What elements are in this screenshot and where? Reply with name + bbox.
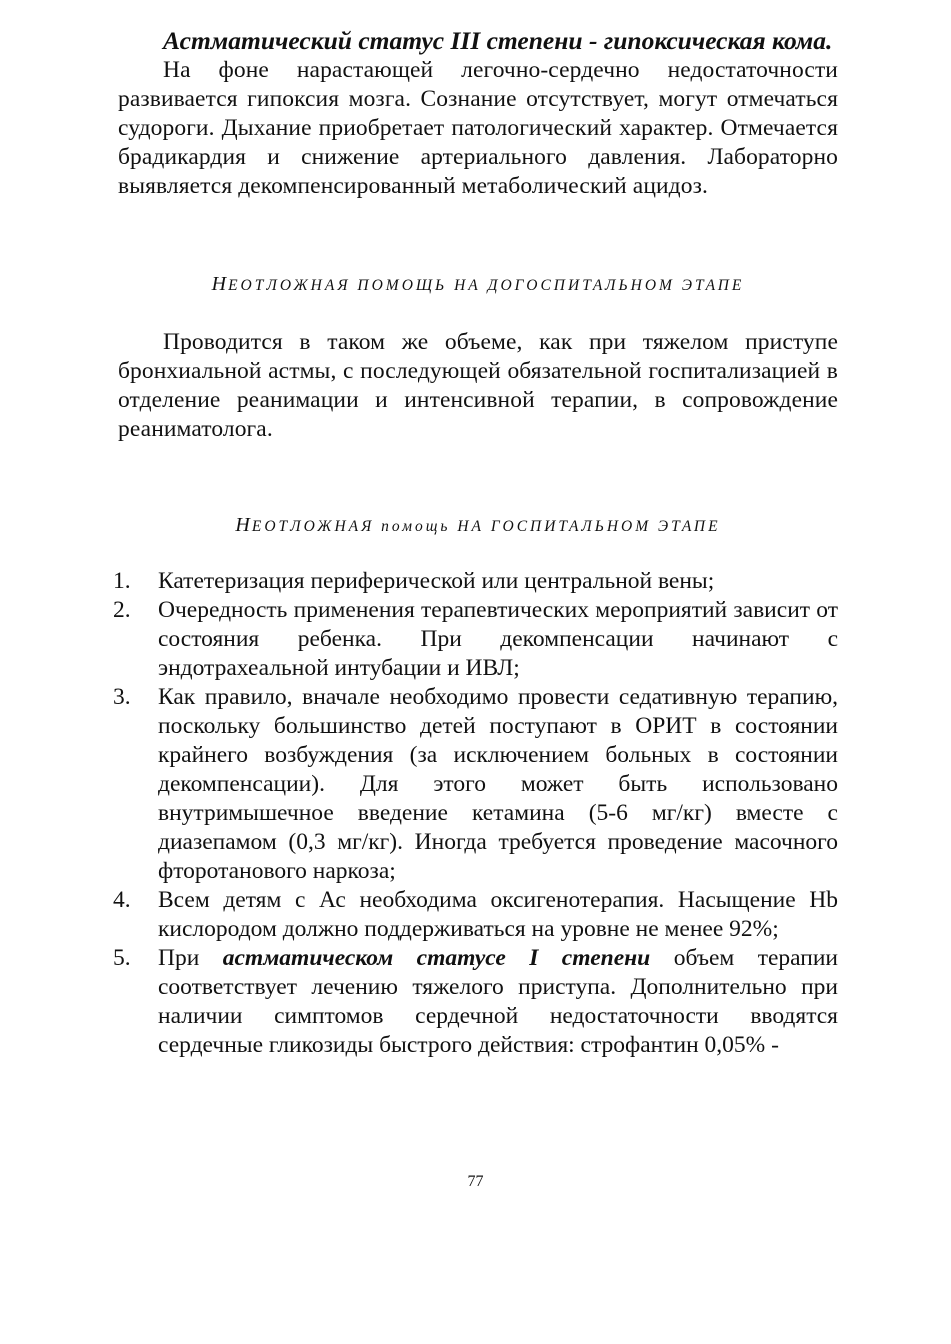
hospital-heading-rest: ЕОТЛОЖНАЯ помощь НА ГОСПИТАЛЬНОМ ЭТАПЕ — [251, 518, 721, 535]
list-item — [113, 683, 838, 886]
list-item — [113, 567, 838, 596]
hospital-heading — [118, 514, 838, 537]
list-item — [113, 596, 838, 683]
list-item-number: 4. — [113, 887, 131, 913]
list-item-number: 3. — [113, 684, 131, 710]
hospital-steps-list — [113, 567, 838, 1060]
list-item-number: 5. — [113, 945, 131, 971]
prehospital-heading-cap: Н — [211, 273, 229, 295]
list-item-emphasis: астматическом статусе I степени — [222, 945, 651, 971]
intro-paragraph: На фоне нарастающей легочно-сердечно недостаточности развивается гипоксия мозга. Сознание отсутствует, могут отмечаться судороги. Дыхание приобретает патологический характер. Отмечается брадикардия и снижение артериального давления. Лабораторно выявляется декомпенсированный метаболический ацидоз. — [118, 57, 838, 199]
list-item-number: 1. — [113, 568, 131, 594]
hospital-heading-cap: Н — [235, 514, 252, 536]
page-number: 77 — [467, 1173, 484, 1190]
list-item-text: Как правило, вначале необходимо провести седативную терапию, поскольку большинство детей поступают в ОРИТ в состоянии крайнего возбуждения (за исключением больных в состоянии декомпенсации). Для этого может быть использовано внутримышечное введение кетамина (5-6 мг/кг) вместе с диазепамом (0,3 мг/кг). Иногда требуется проведение масочного фторотанового наркоза; — [158, 684, 838, 884]
prehospital-paragraph: Проводится в таком же объеме, как при тяжелом приступе бронхиальной астмы, с последующей обязательной госпитализацией в отделение реанимации и интенсивной терапии, в сопровождение реаниматолога. — [118, 329, 838, 442]
list-item-text: Очередность применения терапевтических мероприятий зависит от состояния ребенка. При декомпенсации начинают с эндотрахеальной интубации и ИВЛ; — [158, 597, 838, 681]
list-item-text: Всем детям с Ас необходима оксигенотерапия. Насыщение Нb кислородом должно поддерживаться на уровне не менее 92%; — [158, 887, 838, 942]
list-item — [113, 944, 838, 1060]
list-item-number: 2. — [113, 597, 131, 623]
list-item-prefix: При — [158, 945, 223, 971]
page-content — [113, 26, 838, 1060]
prehospital-heading — [118, 273, 838, 296]
section-heading: Астматический статус III степени - гипоксическая кома. — [163, 26, 833, 55]
prehospital-heading-rest: ЕОТЛОЖНАЯ ПОМОЩЬ НА ДОГОСПИТАЛЬНОМ ЭТАПЕ — [228, 277, 745, 294]
list-item-text: объем терапии соответствует лечению тяжелого приступа. Дополнительно при наличии симптомов сердечной недостаточности вводятся сердечные гликозиды быстрого действия: строфантин 0,05% - — [158, 945, 838, 1058]
list-item — [113, 886, 838, 944]
list-item-text: Катетеризация периферической или центральной вены; — [158, 568, 715, 594]
